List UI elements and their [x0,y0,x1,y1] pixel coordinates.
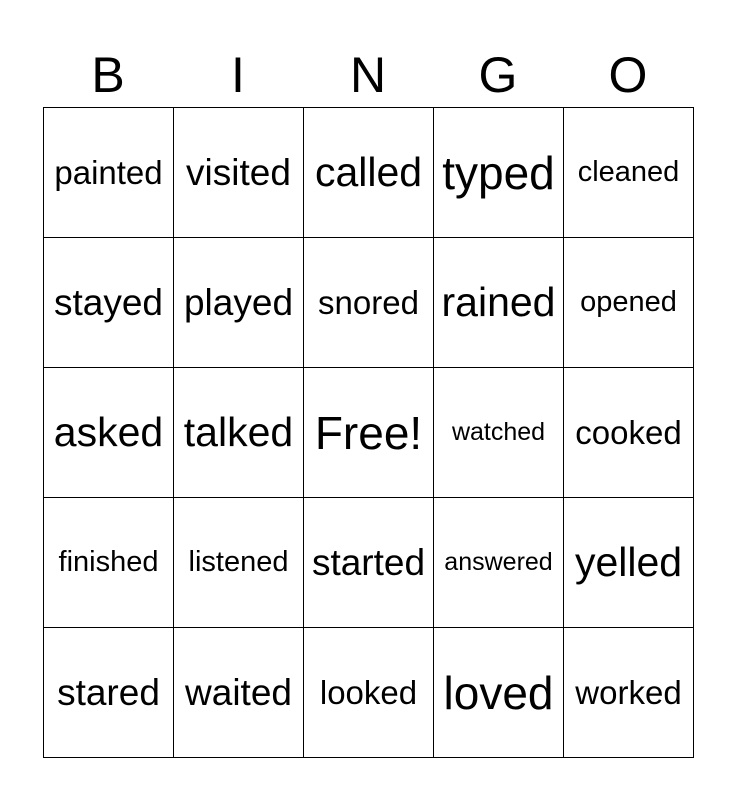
header-letter-o: O [608,47,648,103]
bingo-cell[interactable]: stared [44,628,174,758]
bingo-cell[interactable]: opened [564,238,694,368]
bingo-cell[interactable]: worked [564,628,694,758]
header-letter-g: G [478,47,518,103]
header-letter-b: B [91,47,125,103]
bingo-cell[interactable]: waited [174,628,304,758]
bingo-cell[interactable]: started [304,498,434,628]
bingo-cell[interactable]: looked [304,628,434,758]
bingo-header [43,42,693,108]
bingo-cell[interactable]: finished [44,498,174,628]
free-space-cell[interactable]: Free! [304,368,434,498]
bingo-cell[interactable]: rained [434,238,564,368]
bingo-cell[interactable]: answered [434,498,564,628]
header-letter-i: I [231,47,245,103]
bingo-cell[interactable]: loved [434,628,564,758]
header-letter-n: N [349,47,387,103]
bingo-cell[interactable]: visited [174,108,304,238]
bingo-cell[interactable]: watched [434,368,564,498]
bingo-cell[interactable]: cleaned [564,108,694,238]
bingo-cell[interactable]: asked [44,368,174,498]
bingo-cell[interactable]: cooked [564,368,694,498]
bingo-cell[interactable]: called [304,108,434,238]
bingo-cell[interactable]: painted [44,108,174,238]
bingo-cell[interactable]: snored [304,238,434,368]
bingo-cell[interactable]: stayed [44,238,174,368]
bingo-cell[interactable]: talked [174,368,304,498]
bingo-cell[interactable]: listened [174,498,304,628]
bingo-cell[interactable]: played [174,238,304,368]
bingo-cell[interactable]: yelled [564,498,694,628]
bingo-cell[interactable]: typed [434,108,564,238]
bingo-board [43,107,694,758]
